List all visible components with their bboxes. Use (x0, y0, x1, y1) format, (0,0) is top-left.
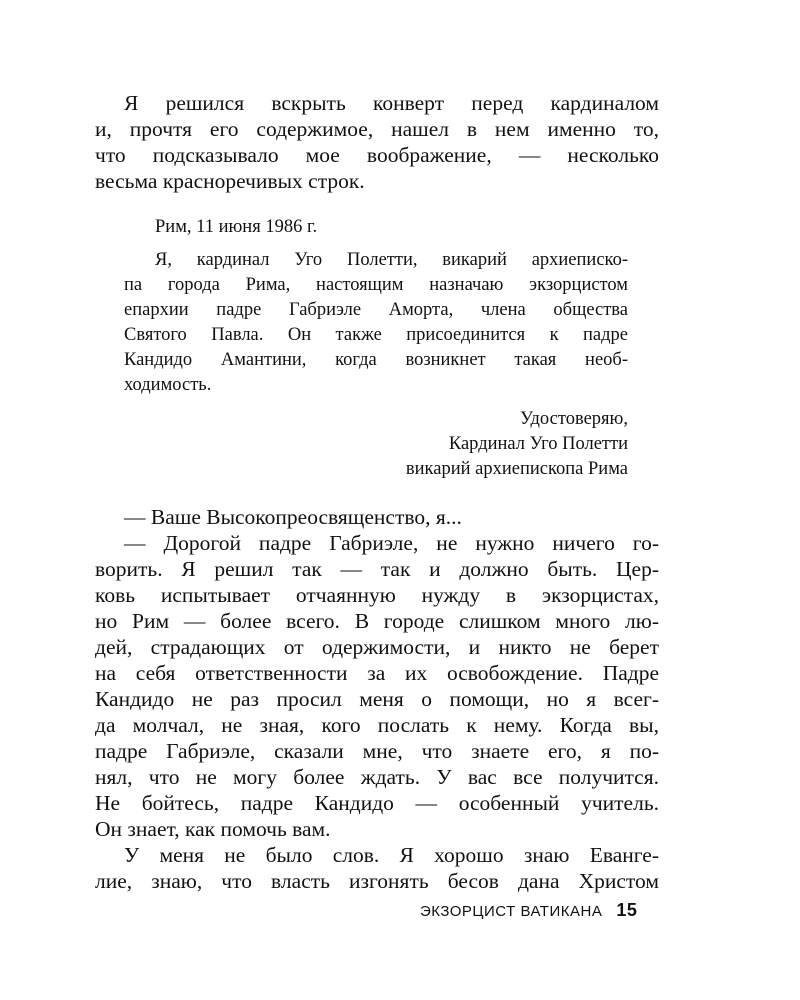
dialogue-line: на себя ответственности за их освобождение. Падре (95, 661, 659, 685)
letter-line: епархии падре Габриэле Аморта, члена общества (124, 300, 628, 320)
dialogue-line: — Дорогой падре Габриэле, не нужно ничего го- (124, 531, 659, 555)
letter-date: Рим, 11 июня 1986 г. (155, 217, 318, 237)
dialogue-line: — Ваше Высокопреосвященство, я... (124, 505, 462, 529)
dialogue-line: ковь испытывает отчаянную нужду в экзорцистах, (95, 583, 659, 607)
paragraph-line: что подсказывало мое воображение, — несколько (95, 143, 659, 167)
dialogue-line: Он знает, как помочь вам. (95, 817, 331, 841)
letter-line: Я, кардинал Уго Полетти, викарий архиеписко- (155, 250, 628, 270)
dialogue-line: лие, знаю, что власть изгонять бесов дана Христом (95, 869, 659, 893)
dialogue-line: ворить. Я решил так — так и должно быть. Цер- (95, 557, 659, 581)
dialogue-line: Не бойтесь, падре Кандидо — особенный учитель. (95, 791, 659, 815)
signature-line: Кардинал Уго Полетти (448, 434, 628, 454)
paragraph-line: и, прочтя его содержимое, нашел в нем именно то, (95, 117, 659, 141)
letter-line: Святого Павла. Он также присоединится к падре (124, 325, 628, 345)
letter-line: Кандидо Амантини, когда возникнет такая необ- (124, 350, 628, 370)
dialogue-line: У меня не было слов. Я хорошо знаю Еванге- (124, 843, 659, 867)
book-title: ЭКЗОРЦИСТ ВАТИКАНА (420, 903, 603, 920)
letter-line: ходимость. (124, 375, 212, 395)
dialogue-line: нял, что не могу более ждать. У вас все получится. (95, 765, 659, 789)
signature-line: Удостоверяю, (520, 409, 628, 429)
dialogue-line: дей, страдающих от одержимости, и никто не берет (95, 635, 659, 659)
dialogue-line: да молчал, не зная, кого послать к нему. Когда вы, (95, 713, 659, 737)
running-footer (420, 900, 660, 921)
signature-line: викарий архиепископа Рима (405, 459, 628, 479)
letter-line: па города Рима, настоящим назначаю экзорцистом (124, 275, 628, 295)
paragraph-line: весьма красноречивых строк. (95, 169, 365, 193)
dialogue-line: Кандидо не раз просил меня о помощи, но я всег- (95, 687, 659, 711)
dialogue-line: но Рим — более всего. В городе слишком много лю- (95, 609, 659, 633)
page-number: 15 (616, 900, 638, 920)
paragraph-line: Я решился вскрыть конверт перед кардиналом (124, 91, 659, 115)
dialogue-line: падре Габриэле, сказали мне, что знаете его, я по- (95, 739, 659, 763)
